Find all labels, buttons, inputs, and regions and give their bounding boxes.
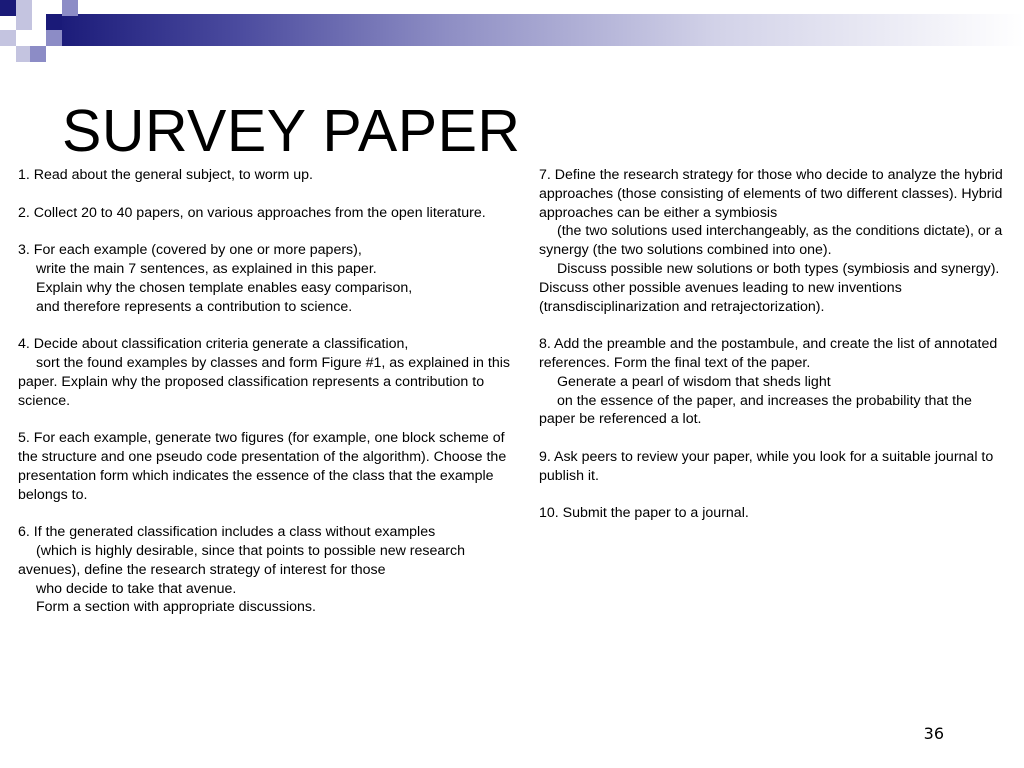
list-item <box>539 166 1009 316</box>
list-item <box>18 241 518 316</box>
list-item <box>18 523 518 617</box>
list-item-text: 5. For each example, generate two figures (for example, one block scheme of the structure and one pseudo code presentation of the algorithm). Choose the presentation form which indicates the essence of the class that the example belongs to. <box>18 430 507 503</box>
list-item-text: sort the found examples by classes and form Figure #1, as explained in this paper. Explain why the proposed classification represents a contribution to science. <box>18 354 510 409</box>
list-item-text: 3. For each example (covered by one or more papers), <box>18 242 362 259</box>
list-item-text: Generate a pearl of wisdom that sheds light <box>557 373 831 390</box>
list-item-text: 2. Collect 20 to 40 papers, on various approaches from the open literature. <box>18 204 486 221</box>
list-item-text: Form a section with appropriate discussions. <box>36 599 316 616</box>
list-item-text: 6. If the generated classification includes a class without examples <box>18 524 436 541</box>
header-gradient-bar <box>62 14 1024 46</box>
right-column <box>539 166 1009 542</box>
page-number: 36 <box>923 724 944 743</box>
list-item-text: 8. Add the preamble and the postambule, and create the list of annotated references. Form the final text of the paper. <box>539 336 998 371</box>
list-item-text: who decide to take that avenue. <box>36 580 237 597</box>
list-item-text: Explain why the chosen template enables easy comparison, <box>36 279 413 296</box>
list-item-text: on the essence of the paper, and increases the probability that the paper be referenced a lot. <box>539 392 972 428</box>
decor-square-icon <box>30 46 46 62</box>
list-item <box>18 429 518 504</box>
list-item <box>539 504 1009 523</box>
list-item <box>18 166 518 185</box>
list-item <box>18 335 518 410</box>
decor-square-icon <box>46 14 62 30</box>
decor-square-icon <box>16 14 32 30</box>
slide-title: SURVEY PAPER <box>62 98 521 164</box>
list-item <box>18 204 518 223</box>
list-item-text: 10. Submit the paper to a journal. <box>539 505 749 522</box>
decor-square-icon <box>0 0 16 16</box>
left-column <box>18 166 518 636</box>
list-item-text: Discuss possible new solutions or both types (symbiosis and synergy). Discuss other possible avenues leading to new inventions (transdisciplinarization and retrajectorization). <box>539 260 1000 315</box>
list-item-text: 4. Decide about classification criteria generate a classification, <box>18 336 409 353</box>
list-item-text: (the two solutions used interchangeably, as the conditions dictate), or a synergy (the two solutions combined into one). <box>539 223 1003 259</box>
list-item-text: 7. Define the research strategy for those who decide to analyze the hybrid approaches (those consisting of elements of two different classes). Hybrid approaches can be either a symbiosis <box>539 167 1003 221</box>
list-item-text: 1. Read about the general subject, to worm up. <box>18 167 313 183</box>
list-item-text: (which is highly desirable, since that points to possible new research avenues), define the research strategy of interest for those <box>18 542 465 578</box>
list-item <box>539 335 1009 429</box>
list-item <box>539 448 1009 486</box>
list-item-text: and therefore represents a contribution to science. <box>36 298 353 315</box>
decor-square-icon <box>0 30 16 46</box>
list-item-text: write the main 7 sentences, as explained in this paper. <box>36 260 377 277</box>
list-item-text: 9. Ask peers to review your paper, while you look for a suitable journal to publish it. <box>539 448 994 484</box>
decor-square-icon <box>46 30 62 46</box>
decor-square-icon <box>62 0 78 16</box>
